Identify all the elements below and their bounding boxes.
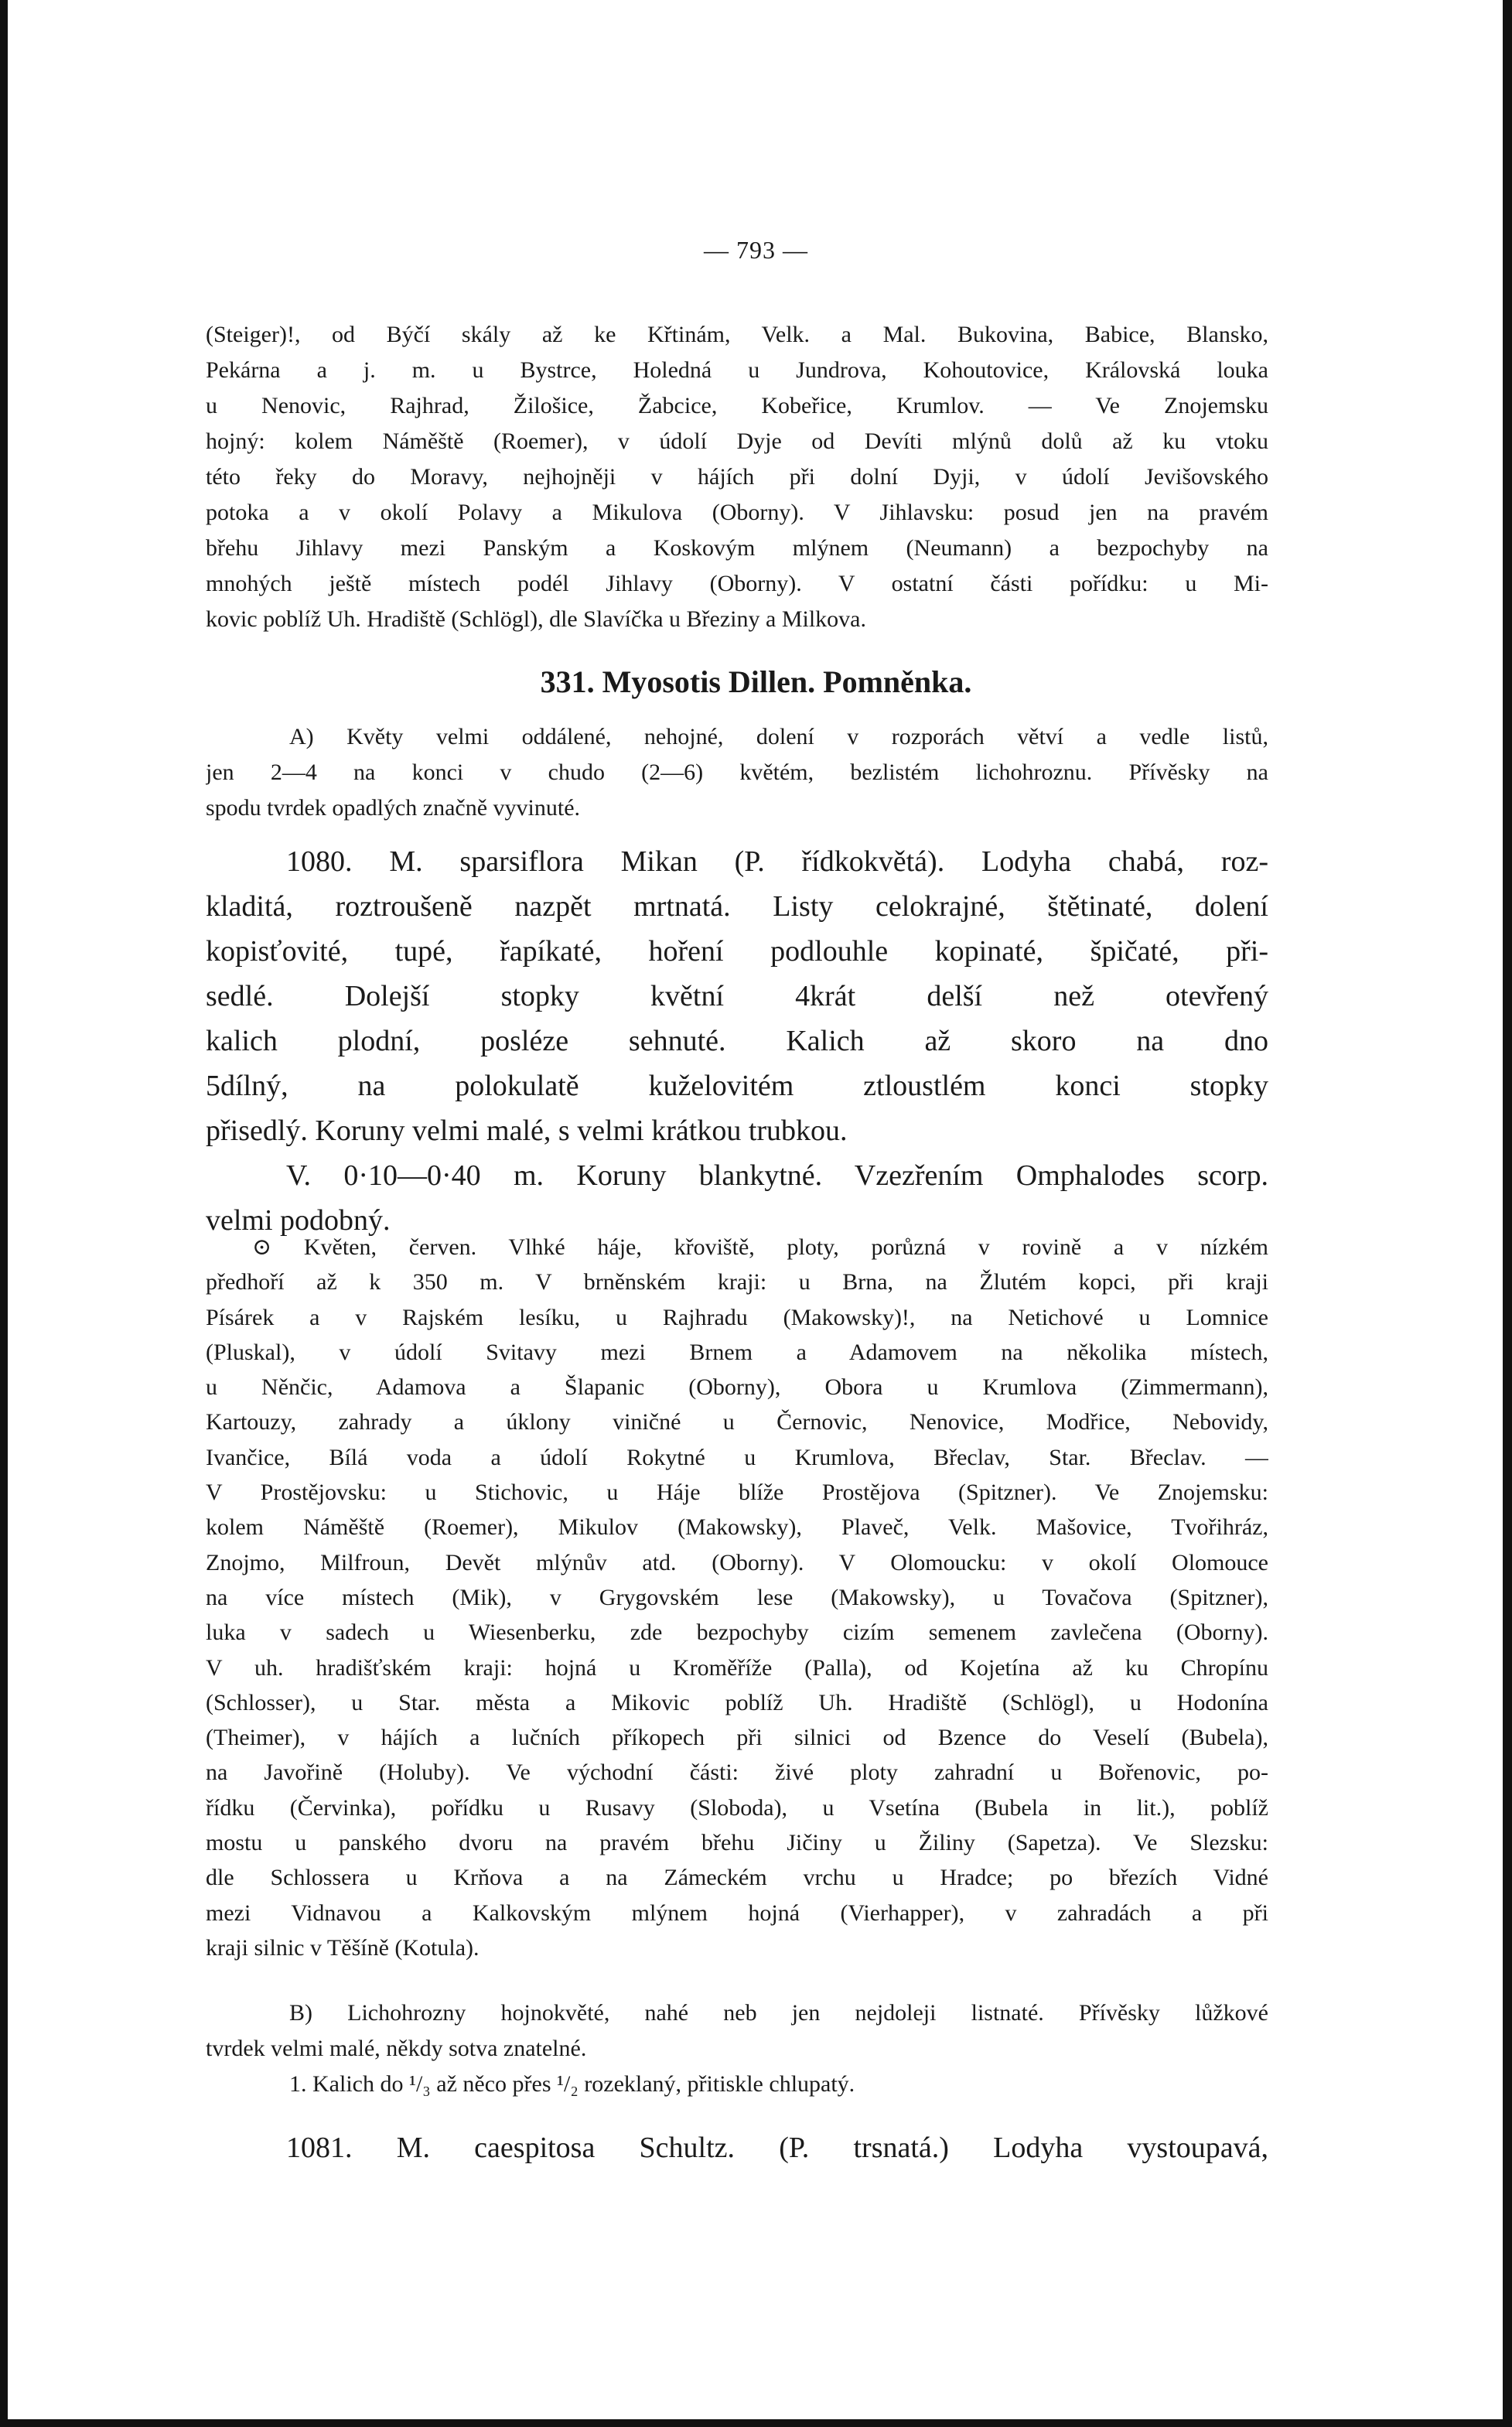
text-line: dle Schlossera u Krňova a na Zámeckém vrchu u Hradce; po březích Vidné (206, 1865, 1268, 1891)
page-number: — 793 — (704, 236, 808, 264)
text-line: (Theimer), v hájích a lučních příkopech při silnici od Bzence do Veselí (Bubela), (206, 1725, 1268, 1751)
text-line: 5dílný, na polokulatě kuželovitém ztloustlém konci stopky (206, 1070, 1268, 1102)
scan-edge-bottom (0, 2419, 1512, 2427)
text-line: hojný: kolem Náměště (Roemer), v údolí Dyje od Devíti mlýnů dolů až ku vtoku (206, 428, 1268, 454)
text-line: jen 2—4 na konci v chudo (2—6) květém, bezlistém lichohroznu. Přívěsky na (206, 760, 1268, 785)
text-line: kraji silnic v Těšíně (Kotula). (206, 1934, 480, 1961)
text-line: V uh. hradišťském kraji: hojná u Kroměříže (Palla), od Kojetína až ku Chropínu (206, 1654, 1268, 1681)
section-a (206, 719, 1268, 826)
text-line: spodu tvrdek opadlých značně vyvinuté. (206, 795, 581, 821)
section-b (206, 1995, 1268, 2102)
text-line: V. 0·10—0·40 m. Koruny blankytné. Vzezřením Omphalodes scorp. (286, 1159, 1268, 1192)
text-line: (Pluskal), v údolí Svitavy mezi Brnem a Adamovem na několika místech, (206, 1339, 1268, 1365)
text-line: mnohých ještě místech podél Jihlavy (Oborny). V ostatní části pořídku: u Mi- (206, 571, 1268, 596)
text-line: sedlé. Dolejší stopky květní 4krát delší než otevřený (206, 980, 1268, 1012)
text-line: A) Květy velmi oddálené, nehojné, dolení v rozporách větví a vedle listů, (289, 724, 1268, 749)
genus-heading: 331. Myosotis Dillen. Pomněnka. (540, 664, 972, 699)
text-line: u Něnčic, Adamova a Šlapanic (Oborny), Obora u Krumlova (Zimmermann), (206, 1374, 1268, 1401)
text-line: ⊙ Květen, červen. Vlhké háje, křoviště, ploty, porůzná v rovině a v nízkém (252, 1234, 1268, 1260)
text-line: Znojmo, Milfroun, Devět mlýnův atd. (Oborny). V Olomoucku: v okolí Olomouce (206, 1549, 1268, 1575)
text-line: mostu u panského dvoru na pravém břehu Jičiny u Žiliny (Sapetza). Ve Slezsku: (206, 1830, 1268, 1856)
text-line: B) Lichohrozny hojnokvěté, nahé neb jen nejdoleji listnaté. Přívěsky lůžkové (289, 2000, 1268, 2026)
text-line: kolem Náměště (Roemer), Mikulov (Makowsky), Plaveč, Velk. Mašovice, Tvořihráz, (206, 1514, 1268, 1541)
text-line: Ivančice, Bílá voda a údolí Rokytné u Krumlova, Břeclav, Star. Břeclav. — (206, 1444, 1268, 1470)
text-line: této řeky do Moravy, nejhojněji v hájích při dolní Dyji, v údolí Jevišovského (206, 464, 1268, 490)
species-1080-distribution (206, 1230, 1268, 1965)
text-line: kopisťovité, tupé, řapíkaté, hoření podlouhle kopinaté, špičaté, při- (206, 935, 1268, 968)
text-line: Pekárna a j. m. u Bystrce, Holedná u Jundrova, Kohoutovice, Královská louka (206, 357, 1268, 383)
text-line: na Javořině (Holuby). Ve východní části: živé ploty zahradní u Bořenovic, po- (206, 1760, 1268, 1786)
text-line: (Steiger)!, od Býčí skály až ke Křtinám, Velk. a Mal. Bukovina, Babice, Blansko, (206, 322, 1268, 347)
text-line: na více místech (Mik), v Grygovském lese (Makowsky), u Tovačova (Spitzner), (206, 1584, 1268, 1610)
species-heading-line: 1080. M. sparsiflora Mikan (P. řídkokvětá). Lodyha chabá, roz- (286, 845, 1268, 878)
distribution-continued (206, 317, 1268, 637)
text-line: 1. Kalich do ¹/₃ až něco přes ¹/₂ rozeklaný, přitiskle chlupatý. (289, 2071, 855, 2097)
scan-edge-left (0, 0, 8, 2427)
text-line: luka v sadech u Wiesenberku, zde bezpochyby cizím semenem zavlečena (Oborny). (206, 1620, 1268, 1646)
species-1081-description (206, 2125, 1268, 2170)
text-line: V Prostějovsku: u Stichovic, u Háje blíže Prostějova (Spitzner). Ve Znojemsku: (206, 1480, 1268, 1506)
species-1080-description (206, 839, 1268, 1243)
text-line: mezi Vidnavou a Kalkovským mlýnem hojná (Vierhapper), v zahradách a při (206, 1900, 1268, 1926)
text-line: břehu Jihlavy mezi Panským a Koskovým mlýnem (Neumann) a bezpochyby na (206, 535, 1268, 561)
text-line: kovic poblíž Uh. Hradiště (Schlögl), dle Slavíčka u Březiny a Milkova. (206, 606, 866, 632)
text-line: velmi podobný. (206, 1204, 391, 1237)
text-line: (Schlosser), u Star. města a Mikovic poblíž Uh. Hradiště (Schlögl), u Hodonína (206, 1689, 1268, 1715)
text-line: Písárek a v Rajském lesíku, u Rajhradu (Makowsky)!, na Netichové u Lomnice (206, 1304, 1268, 1330)
text-line: Kartouzy, zahrady a úklony viničné u Černovic, Nenovice, Modřice, Nebovidy, (206, 1409, 1268, 1435)
scan-edge-right (1503, 0, 1512, 2427)
text-line: předhoří až k 350 m. V brněnském kraji: u Brna, na Žlutém kopci, při kraji (206, 1269, 1268, 1295)
text-line: u Nenovic, Rajhrad, Žilošice, Žabcice, Kobeřice, Krumlov. — Ve Znojemsku (206, 393, 1268, 418)
text-line: tvrdek velmi malé, někdy sotva znatelné. (206, 2036, 587, 2061)
species-heading-line: 1081. M. caespitosa Schultz. (P. trsnatá.) Lodyha vystoupavá, (286, 2132, 1268, 2164)
text-line: potoka a v okolí Polavy a Mikulova (Oborny). V Jihlavsku: posud jen na pravém (206, 500, 1268, 525)
text-line: přisedlý. Koruny velmi malé, s velmi krátkou trubkou. (206, 1115, 848, 1147)
text-line: kalich plodní, posléze sehnuté. Kalich až skoro na dno (206, 1025, 1268, 1057)
text-line: řídku (Červinka), pořídku u Rusavy (Sloboda), u Vsetína (Bubela in lit.), poblíž (206, 1794, 1268, 1821)
text-line: kladitá, roztroušeně nazpět mrtnatá. Listy celokrajné, štětinaté, dolení (206, 890, 1268, 923)
